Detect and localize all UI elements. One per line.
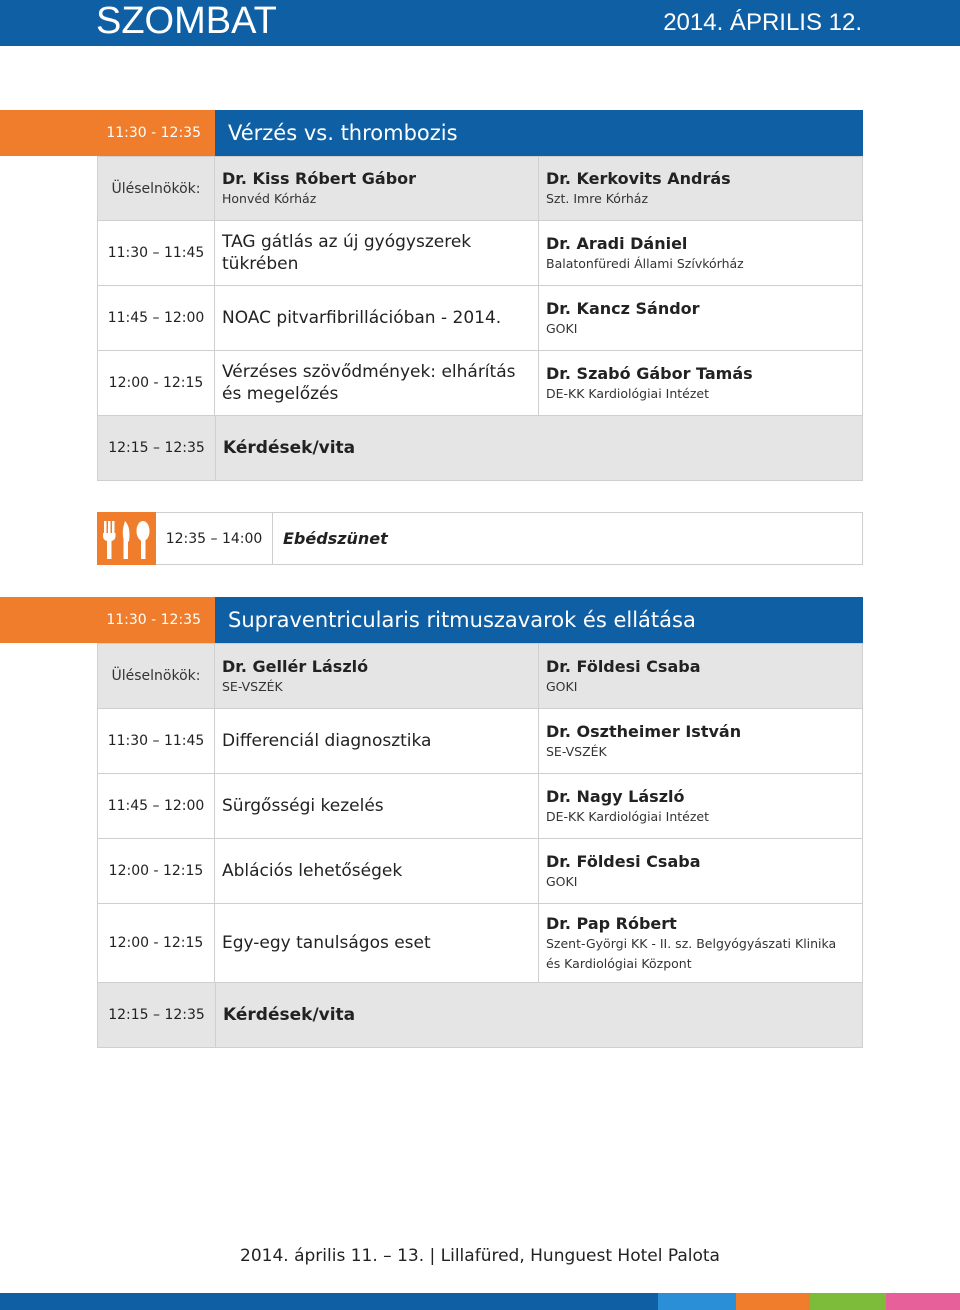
speaker-cell <box>539 351 862 415</box>
speaker-name: Dr. Aradi Dániel <box>546 233 688 253</box>
talk-title-line: Sürgősségi kezelés <box>222 796 384 816</box>
talk-title-line: Vérzéses szövődmények: elhárítás <box>222 362 516 382</box>
session-time: 11:30 - 12:35 <box>0 110 215 156</box>
speaker-institution: SE-VSZÉK <box>546 743 607 759</box>
speaker-name: Dr. Földesi Csaba <box>546 851 701 871</box>
talk-row <box>98 286 862 351</box>
chair-name: Dr. Gellér László <box>222 656 369 676</box>
speaker-name: Dr. Pap Róbert <box>546 913 677 933</box>
footer-color-segment <box>736 1293 810 1310</box>
lunch-label: Ebédszünet <box>283 529 388 548</box>
footer-color-segment <box>0 1293 658 1310</box>
talk-time: 12:00 - 12:15 <box>98 904 215 982</box>
talk-title-line: és megelőzés <box>222 384 339 404</box>
speaker-name: Dr. Szabó Gábor Tamás <box>546 363 753 383</box>
talk-title-line: Differenciál diagnosztika <box>222 731 432 751</box>
discussion-label: Kérdések/vita <box>215 983 862 1047</box>
speaker-cell <box>539 904 862 982</box>
talk-title <box>215 904 539 982</box>
talk-title <box>215 351 539 415</box>
footer-color-segment <box>658 1293 736 1310</box>
lunch-time: 12:35 – 14:00 <box>156 513 273 564</box>
session-header <box>0 597 863 643</box>
chair-institution: Szt. Imre Kórház <box>546 191 649 206</box>
chair-name: Dr. Földesi Csaba <box>546 656 701 676</box>
chair-cell <box>215 157 539 220</box>
talk-time: 11:45 – 12:00 <box>98 286 215 350</box>
talk-title-line: TAG gátlás az új gyógyszerek <box>222 232 472 252</box>
discussion-time: 12:15 – 12:35 <box>108 440 205 456</box>
session-header <box>0 110 863 156</box>
footer-color-bar <box>0 1293 960 1310</box>
talk-time: 11:30 – 11:45 <box>98 221 215 285</box>
talk-row <box>98 839 862 904</box>
talk-title <box>215 286 539 350</box>
speaker-cell <box>539 286 862 350</box>
speaker-institution: Balatonfüredi Állami Szívkórház <box>546 255 744 271</box>
talk-time: 11:45 – 12:00 <box>98 774 215 838</box>
speaker-name: Dr. Kancz Sándor <box>546 298 700 318</box>
speaker-institution: Szent-Györgi KK - II. sz. Belgyógyászati Klinika <box>546 935 837 951</box>
speaker-institution: DE-KK Kardiológiai Intézet <box>546 808 710 824</box>
speaker-name: Dr. Nagy László <box>546 786 685 806</box>
discussion-row <box>98 416 862 480</box>
chair-name: Dr. Kiss Róbert Gábor <box>222 169 417 188</box>
chairs-label: Üléselnökök: <box>98 644 215 708</box>
session-title: Supraventricularis ritmuszavarok és ellátása <box>215 597 863 643</box>
chairs-label: Üléselnökök: <box>98 157 215 220</box>
discussion-row <box>98 983 862 1047</box>
cutlery-icon <box>97 512 156 565</box>
chairs-row <box>98 157 862 221</box>
footer-color-segment <box>886 1293 960 1310</box>
day-title: SZOMBAT <box>96 0 277 42</box>
speaker-cell <box>539 221 862 285</box>
discussion-time: 12:15 – 12:35 <box>108 1007 205 1023</box>
talk-time: 12:00 - 12:15 <box>98 839 215 903</box>
talk-title <box>215 709 539 773</box>
session-title: Vérzés vs. thrombozis <box>215 110 863 156</box>
chairs-row <box>98 644 862 709</box>
speaker-institution: és Kardiológiai Központ <box>546 955 692 971</box>
talk-time: 12:00 - 12:15 <box>98 351 215 415</box>
speaker-name: Dr. Osztheimer István <box>546 721 742 741</box>
footer-color-segment <box>810 1293 886 1310</box>
speaker-institution: GOKI <box>546 873 578 889</box>
chair-cell <box>215 644 539 708</box>
talk-row <box>98 904 862 983</box>
event-date: 2014. ÁPRILIS 12. <box>663 9 862 36</box>
chair-institution: SE-VSZÉK <box>222 678 283 694</box>
speaker-cell <box>539 839 862 903</box>
session-table <box>97 643 863 1048</box>
speaker-cell <box>539 774 862 838</box>
talk-title-line: NOAC pitvarfibrillációban - 2014. <box>222 308 502 328</box>
talk-row <box>98 221 862 286</box>
discussion-label: Kérdések/vita <box>215 416 862 480</box>
lunch-break-row <box>97 512 863 565</box>
speaker-cell <box>539 709 862 773</box>
chair-institution: GOKI <box>546 678 578 694</box>
page-header <box>0 0 960 46</box>
talk-title-line: Egy-egy tanulságos eset <box>222 933 431 953</box>
session-table <box>97 156 863 481</box>
chair-cell <box>539 157 862 220</box>
talk-time: 11:30 – 11:45 <box>98 709 215 773</box>
talk-row <box>98 774 862 839</box>
speaker-institution: DE-KK Kardiológiai Intézet <box>546 385 710 401</box>
talk-row <box>98 351 862 416</box>
talk-title-line: tükrében <box>222 254 299 274</box>
talk-title-line: Ablációs lehetőségek <box>222 861 403 881</box>
speaker-institution: GOKI <box>546 320 578 336</box>
chair-cell <box>539 644 862 708</box>
talk-title <box>215 839 539 903</box>
chair-name: Dr. Kerkovits András <box>546 169 731 188</box>
session-time: 11:30 - 12:35 <box>0 597 215 643</box>
footer-event-info: 2014. április 11. – 13. | Lillafüred, Hunguest Hotel Palota <box>240 1246 720 1266</box>
talk-title <box>215 221 539 285</box>
talk-row <box>98 709 862 774</box>
talk-title <box>215 774 539 838</box>
chair-institution: Honvéd Kórház <box>222 191 317 206</box>
